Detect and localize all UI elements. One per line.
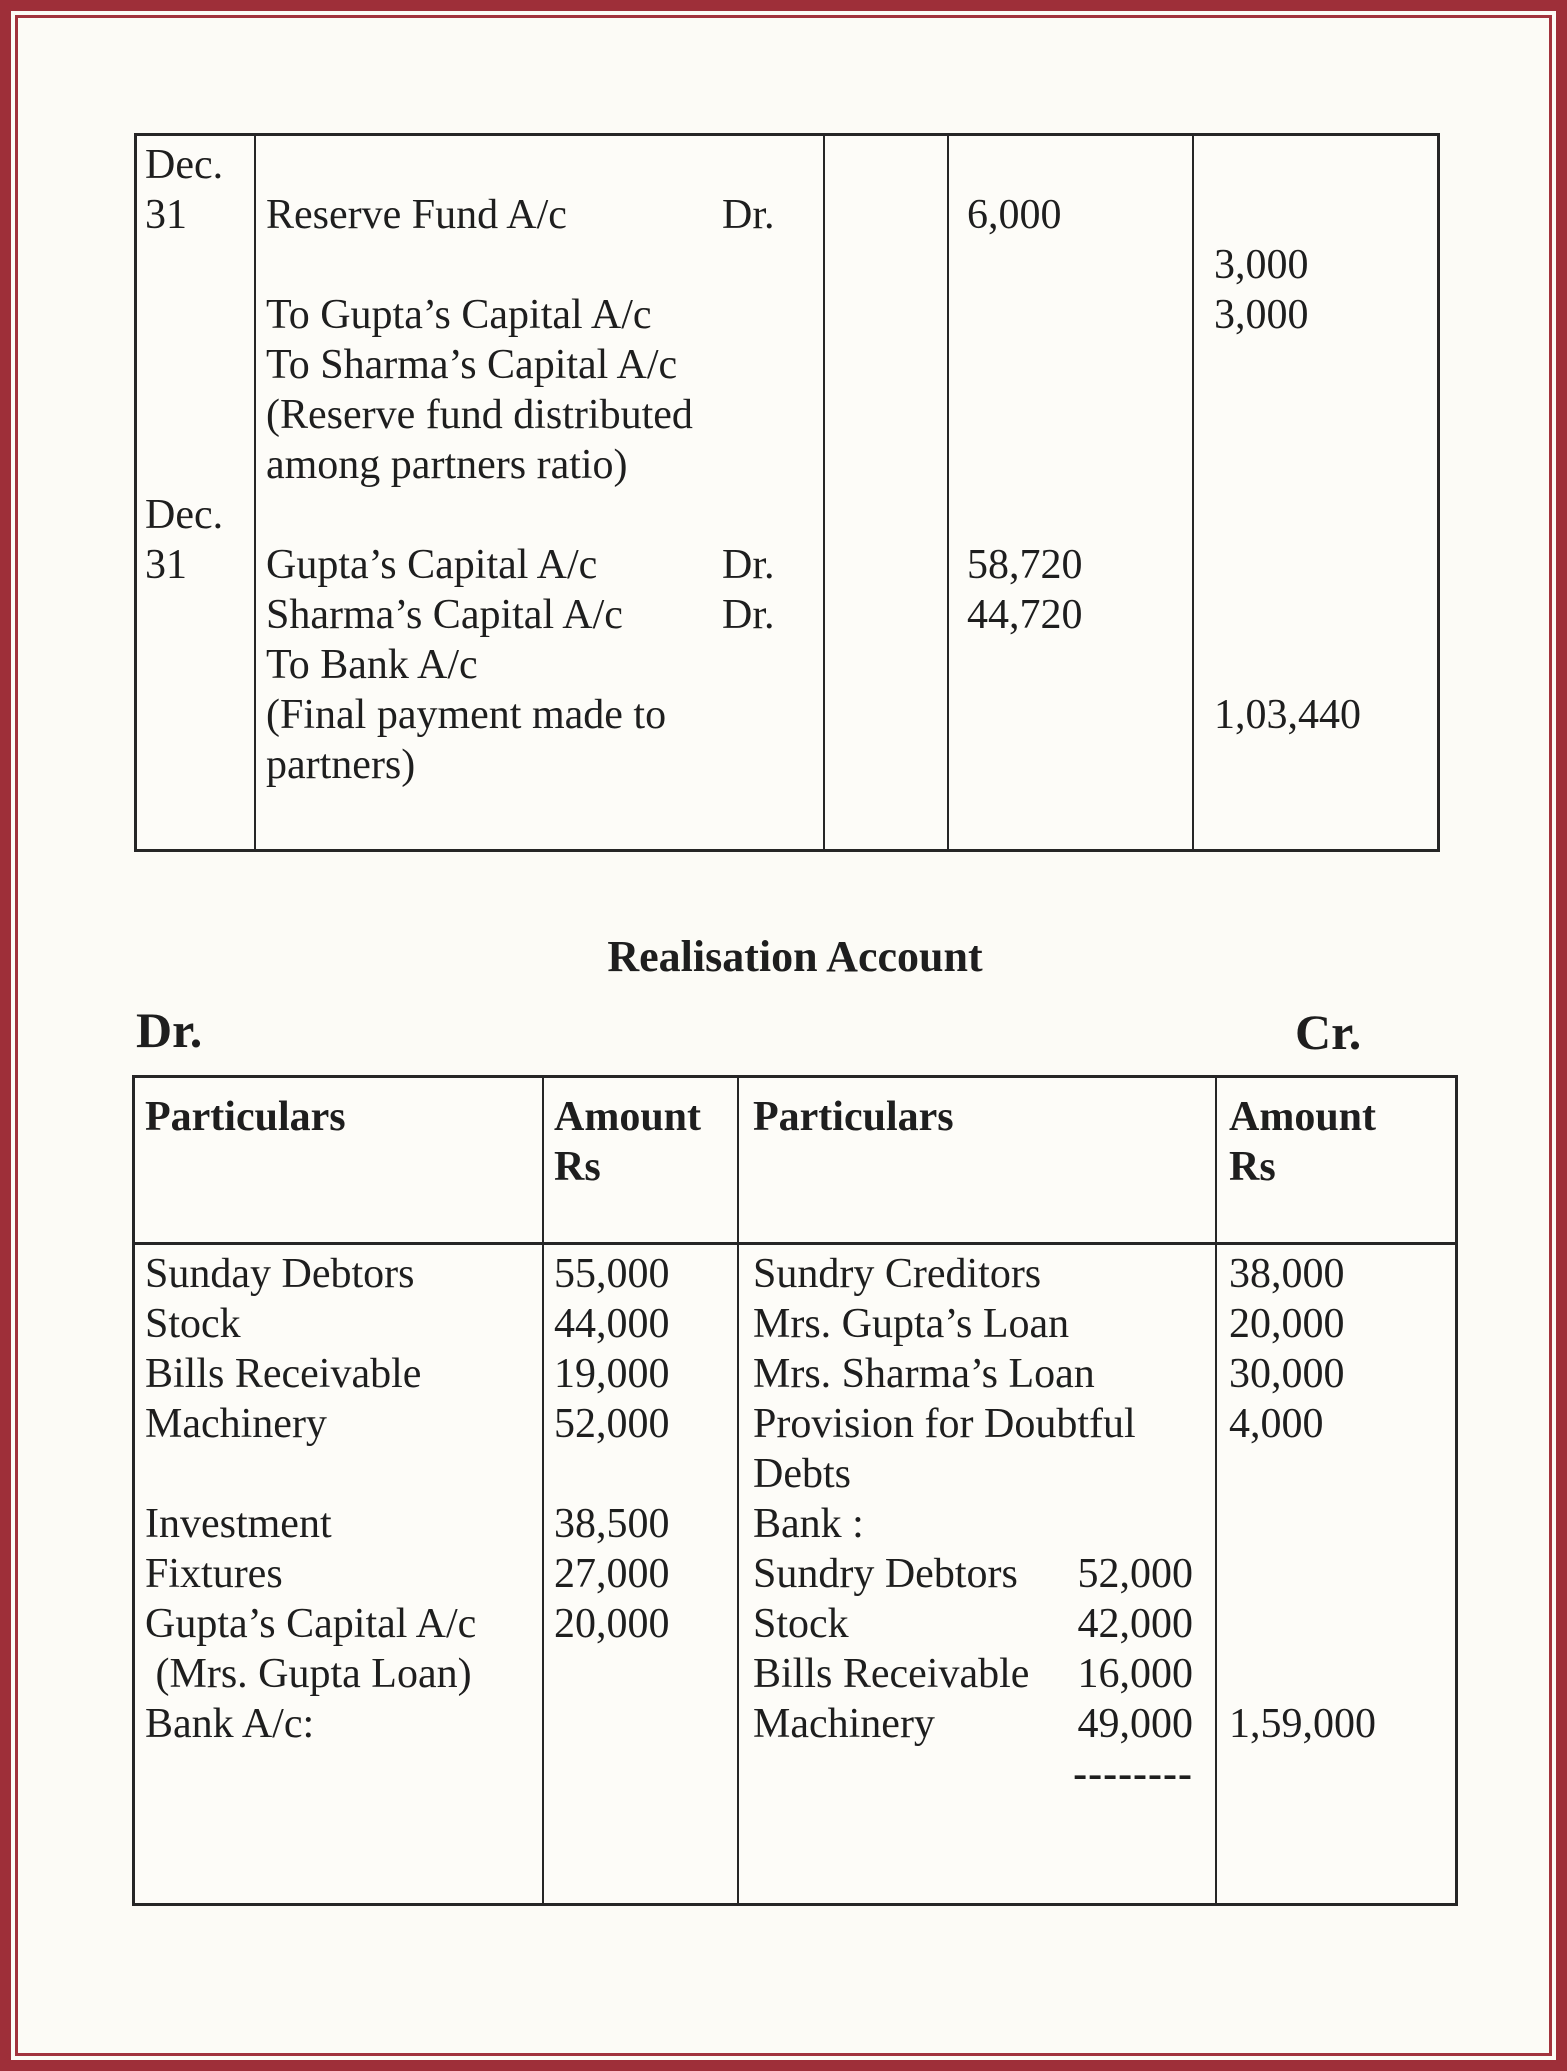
left-amount xyxy=(544,1699,737,1749)
journal-lf-column xyxy=(823,136,947,849)
journal-debit-amount: 58,720 xyxy=(967,542,1083,588)
journal-particulars-text: To Bank A/c xyxy=(266,642,478,688)
journal-date xyxy=(137,390,254,440)
journal-particulars-line xyxy=(256,740,823,790)
journal-debit-amount xyxy=(949,740,1192,790)
journal-date xyxy=(137,740,254,790)
journal-debit-amount xyxy=(949,490,1192,540)
realisation-account-title: Realisation Account xyxy=(607,932,983,981)
left-particulars: (Mrs. Gupta Loan) xyxy=(145,1651,472,1697)
journal-debit-amount xyxy=(949,440,1192,490)
journal-date: Dec. xyxy=(145,142,224,188)
journal-particulars-line xyxy=(256,440,823,490)
left-particulars: Machinery xyxy=(145,1401,327,1447)
journal-credit-amount xyxy=(1194,140,1437,190)
journal-date: 31 xyxy=(145,542,187,588)
left-particulars: Investment xyxy=(145,1501,332,1547)
left-particulars: Sunday Debtors xyxy=(145,1251,415,1297)
left-particulars: Bank A/c: xyxy=(145,1701,315,1747)
journal-particulars-line xyxy=(256,240,823,290)
journal-particulars-line xyxy=(256,690,823,740)
journal-debit-amount xyxy=(949,640,1192,690)
dr-label: Dr. xyxy=(136,1002,203,1058)
cr-label: Cr. xyxy=(1295,1004,1362,1060)
realisation-left-particulars-column xyxy=(135,1078,542,1903)
journal-date xyxy=(137,340,254,390)
column-header-amount-left xyxy=(544,1078,737,1245)
amount-unit: Rs xyxy=(554,1144,601,1190)
journal-particulars-text: To Gupta’s Capital A/c xyxy=(266,292,652,338)
journal-credit-amount xyxy=(1194,440,1437,490)
left-amount: 38,500 xyxy=(554,1501,670,1547)
journal-table xyxy=(134,133,1440,852)
amount-label: Amount xyxy=(554,1094,702,1140)
right-amount xyxy=(1217,1499,1455,1549)
journal-particulars-text: among partners ratio) xyxy=(266,442,628,488)
journal-particulars-text: To Sharma’s Capital A/c xyxy=(266,342,678,388)
journal-particulars-line xyxy=(256,590,823,640)
right-amount xyxy=(1217,1649,1455,1699)
right-particulars xyxy=(739,1549,1215,1599)
amount-label: Amount xyxy=(1229,1094,1377,1140)
right-particulars xyxy=(739,1249,1215,1299)
journal-debit-column xyxy=(947,136,1192,849)
journal-debit-amount xyxy=(949,390,1192,440)
right-amount: 20,000 xyxy=(1229,1301,1345,1347)
right-amount xyxy=(1217,1599,1455,1649)
right-amount xyxy=(1217,1449,1455,1499)
journal-particulars-text: (Reserve fund distributed xyxy=(266,392,693,438)
journal-credit-amount xyxy=(1194,540,1437,590)
journal-particulars-column xyxy=(254,136,823,849)
journal-credit-amount xyxy=(1194,590,1437,640)
right-particulars xyxy=(739,1349,1215,1399)
right-particulars xyxy=(739,1499,1215,1549)
journal-particulars-line xyxy=(256,290,823,340)
column-header-particulars-right: Particulars xyxy=(739,1078,1215,1245)
left-amount: 27,000 xyxy=(554,1551,670,1597)
right-particulars xyxy=(739,1649,1215,1699)
amount-unit: Rs xyxy=(1229,1144,1276,1190)
left-particulars: Fixtures xyxy=(145,1551,283,1597)
realisation-right-amount-body xyxy=(1217,1245,1455,1799)
realisation-right-particulars-column xyxy=(737,1078,1215,1903)
right-particulars-text: Bills Receivable xyxy=(753,1651,1030,1697)
right-sub-amount: 42,000 xyxy=(1077,1601,1193,1647)
realisation-right-particulars-body xyxy=(739,1245,1215,1799)
sub-amount-total-dashes: -------- xyxy=(1073,1751,1193,1797)
journal-credit-amount xyxy=(1194,390,1437,440)
realisation-left-amount-column xyxy=(542,1078,737,1903)
journal-date-column xyxy=(137,136,254,849)
right-amount: 4,000 xyxy=(1229,1401,1324,1447)
left-amount: 55,000 xyxy=(554,1251,670,1297)
left-amount: 52,000 xyxy=(554,1401,670,1447)
right-particulars xyxy=(739,1449,1215,1499)
right-particulars-text: Stock xyxy=(753,1601,849,1647)
right-particulars-text: Bank : xyxy=(753,1501,864,1547)
journal-credit-amount xyxy=(1194,640,1437,690)
left-amount xyxy=(544,1449,737,1499)
right-particulars-text: Sundry Creditors xyxy=(753,1251,1042,1297)
journal-date xyxy=(137,590,254,640)
right-particulars-text: Provision for Doubtful xyxy=(753,1401,1136,1447)
journal-particulars-line xyxy=(256,340,823,390)
journal-credit-amount: 3,000 xyxy=(1214,242,1309,288)
left-particulars: Gupta’s Capital A/c xyxy=(145,1601,477,1647)
right-particulars-text: Mrs. Gupta’s Loan xyxy=(753,1301,1070,1347)
realisation-left-amount-body xyxy=(544,1245,737,1799)
journal-credit-amount xyxy=(1194,190,1437,240)
right-particulars-text: Machinery xyxy=(753,1701,935,1747)
left-amount: 44,000 xyxy=(554,1301,670,1347)
journal-credit-amount xyxy=(1194,490,1437,540)
journal-date xyxy=(137,440,254,490)
journal-particulars-text: Gupta’s Capital A/c xyxy=(266,542,598,588)
journal-date: Dec. xyxy=(145,492,224,538)
journal-debit-amount: 6,000 xyxy=(967,192,1062,238)
realisation-left-particulars-body xyxy=(135,1245,542,1799)
right-amount: 38,000 xyxy=(1229,1251,1345,1297)
right-sub-amount: 49,000 xyxy=(1077,1701,1193,1747)
journal-particulars-text: partners) xyxy=(266,742,416,788)
column-header-particulars-left: Particulars xyxy=(135,1078,542,1245)
right-particulars xyxy=(739,1399,1215,1449)
journal-debit-amount xyxy=(949,290,1192,340)
journal-debit-amount xyxy=(949,690,1192,740)
left-particulars xyxy=(135,1449,542,1499)
realisation-right-amount-column xyxy=(1215,1078,1455,1903)
journal-credit-amount xyxy=(1194,740,1437,790)
journal-debit-amount xyxy=(949,240,1192,290)
journal-particulars-text: Reserve Fund A/c xyxy=(266,192,567,238)
right-sub-amount: 52,000 xyxy=(1077,1551,1193,1597)
right-particulars xyxy=(739,1699,1215,1749)
left-particulars: Bills Receivable xyxy=(145,1351,422,1397)
journal-debit-amount xyxy=(949,140,1192,190)
journal-particulars-line xyxy=(256,490,823,540)
journal-particulars-text: Sharma’s Capital A/c xyxy=(266,592,623,638)
realisation-table xyxy=(132,1075,1458,1906)
right-amount: 30,000 xyxy=(1229,1351,1345,1397)
journal-credit-column xyxy=(1192,136,1437,849)
journal-particulars-text: (Final payment made to xyxy=(266,692,667,738)
journal-credit-amount: 3,000 xyxy=(1214,292,1309,338)
left-amount xyxy=(544,1749,737,1799)
journal-date xyxy=(137,290,254,340)
journal-credit-amount: 1,03,440 xyxy=(1214,692,1361,738)
journal-particulars-line xyxy=(256,140,823,190)
journal-particulars-line xyxy=(256,640,823,690)
left-amount xyxy=(544,1649,737,1699)
column-header-amount-right xyxy=(1217,1078,1455,1245)
right-particulars xyxy=(739,1749,1215,1799)
journal-credit-amount xyxy=(1194,340,1437,390)
right-amount xyxy=(1217,1549,1455,1599)
journal-particulars-line xyxy=(256,190,823,240)
journal-dr-marker: Dr. xyxy=(722,192,775,238)
right-particulars-text: Debts xyxy=(753,1451,851,1497)
journal-particulars-line xyxy=(256,390,823,440)
journal-debit-amount xyxy=(949,340,1192,390)
journal-date: 31 xyxy=(145,192,187,238)
journal-dr-marker: Dr. xyxy=(722,592,775,638)
journal-dr-marker: Dr. xyxy=(722,542,775,588)
left-particulars xyxy=(135,1749,542,1799)
journal-particulars-line xyxy=(256,540,823,590)
right-particulars xyxy=(739,1299,1215,1349)
right-particulars-text: Sundry Debtors xyxy=(753,1551,1018,1597)
right-particulars-text: Mrs. Sharma’s Loan xyxy=(753,1351,1095,1397)
right-sub-amount: 16,000 xyxy=(1077,1651,1193,1697)
left-amount: 20,000 xyxy=(554,1601,670,1647)
right-particulars xyxy=(739,1599,1215,1649)
right-amount: 1,59,000 xyxy=(1229,1701,1376,1747)
journal-debit-amount: 44,720 xyxy=(967,592,1083,638)
left-amount: 19,000 xyxy=(554,1351,670,1397)
journal-date xyxy=(137,240,254,290)
left-particulars: Stock xyxy=(145,1301,241,1347)
right-amount xyxy=(1217,1749,1455,1799)
journal-date xyxy=(137,640,254,690)
journal-date xyxy=(137,690,254,740)
